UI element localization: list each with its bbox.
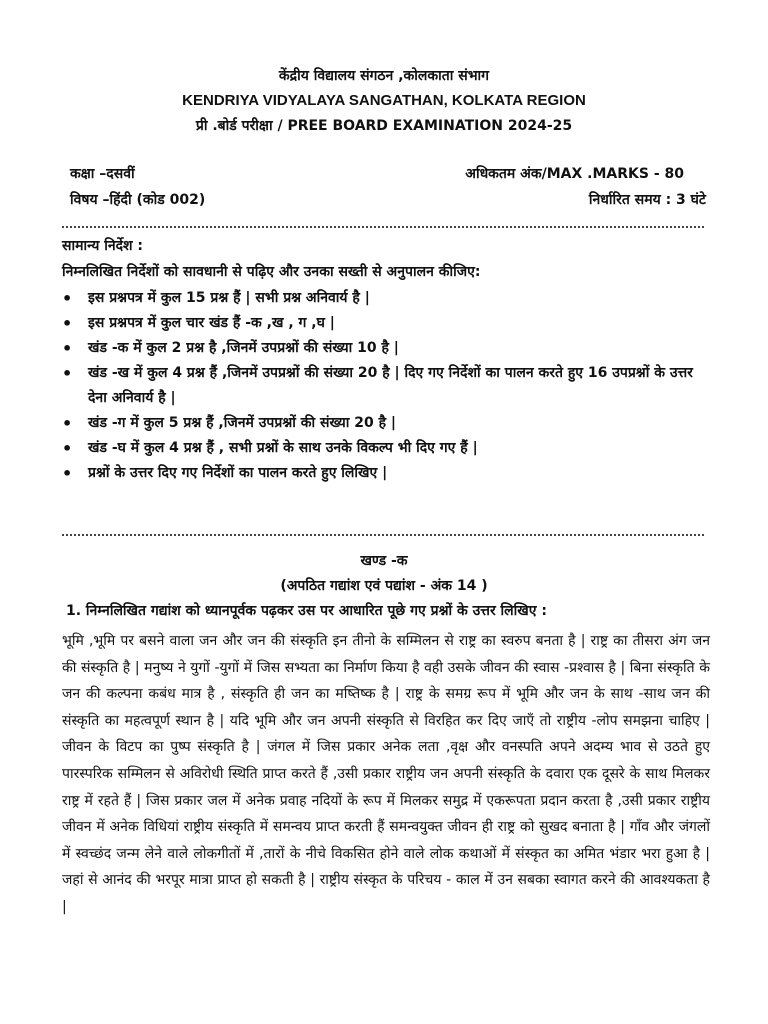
passage-text: भूमि ,भूमि पर बसने वाला जन और जन की संस्कृति इन तीनो के सम्मिलन से राष्ट्र का स्वरुप बनता है | राष्ट्र का तीसरा अंग जन की संस्कृति है | मनुष्य ने युगों -युगों में जिस सभ्यता का निर्माण किया है वही उसके जीवन की स्वास -प्रश्वास है | बिना संस्कृति के जन की कल्पना कबंध मात्र है , संस्कृति ही जन का मष्तिष्क है | राष्ट्र के समग्र रूप में भूमि और जन के साथ -साथ जन की संस्कृति का महत्वपूर्ण स्थान है | यदि भूमि और जन अपनी संस्कृति से विरहित कर दिए जाएँ तो राष्ट्रीय -लोप समझना चाहिए | जीवन के विटप का पुष्प संस्कृति है | जंगल में जिस प्रकार अनेक लता ,वृक्ष और वनस्पति अपने अदम्य भाव से उठते हुए पारस्परिक सम्मिलन से अविरोधी स्थिति प्राप्त करते हैं ,उसी प्रकार राष्ट्रीय जन अपनी संस्कृति के दवारा एक दूसरे के साथ मिलकर राष्ट्र में रहते हैं | जिस प्रकार जल में अनेक प्रवाह नदियों के रूप में मिलकर समुद्र में एकरूपता प्रदान करता है ,उसी प्रकार राष्ट्रीय जीवन में अनेक विधियां राष्ट्रीय संस्कृति में समन्वय प्राप्त करती हैं समन्वयुक्त जीवन ही राष्ट्र को सुखद बनाता है | गाँव और जंगलों में स्वच्छंद जन्म लेने वाले लोकगीतों में ,तारों के नीचे विकसित होने वाले लोक कथाओं में संस्कृत का अमित भंडार भरा हुआ है | जहां से आनंद की भरपूर मात्रा प्राप्त हो सकती है | राष्ट्रीय संस्कृत के परिचय - काल में उन सबका स्वागत करने की आवश्यकता है |: [62, 633, 710, 915]
instruction-item: • प्रश्नों के उत्तर दिए गए निर्देशों का पालन करते हुए लिखिए |: [62, 461, 712, 486]
org-title-english: KENDRIYA VIDYALAYA SANGATHAN, KOLKATA REGION: [182, 92, 586, 109]
instruction-item: • इस प्रश्नपत्र में कुल चार खंड हैं -क ,ख , ग ,घ |: [62, 311, 712, 336]
instruction-item: • खंड -क में कुल 2 प्रश्न है ,जिनमें उपप्रश्नों की संख्या 10 है |: [62, 336, 712, 361]
org-title-hindi: केंद्रीय विद्यालय संगठन ,कोलकाता संभाग: [278, 68, 490, 84]
instruction-item: • खंड -घ में कुल 4 प्रश्न हैं , सभी प्रश्नों के साथ उनके विकल्प भी दिए गए हैं |: [62, 436, 712, 461]
time-label: निर्धारित समय : 3 घंटे: [588, 192, 706, 208]
subject-label: विषय –हिंदी (कोड 002): [70, 192, 206, 208]
instructions-lead: निम्नलिखित निर्देशों को सावधानी से पढ़िए और उनका सख्ती से अनुपालन कीजिए:: [62, 264, 481, 280]
question-1: 1. निम्नलिखित गद्यांश को ध्यानपूर्वक पढ़कर उस पर आधारित पूछे गए प्रश्नों के उत्तर लिखिए :: [66, 603, 547, 619]
class-label: कक्षा –दसवीं: [70, 166, 135, 182]
instructions-list: [62, 286, 712, 486]
max-marks-label: अधिकतम अंक/MAX .MARKS - 80: [465, 166, 684, 182]
dotted-divider: [62, 226, 704, 228]
instructions-heading: सामान्य निर्देश :: [62, 238, 144, 254]
instruction-item: • खंड -ख में कुल 4 प्रश्न हैं ,जिनमें उपप्रश्नों की संख्या 20 है | दिए गए निर्देशों का पालन करते हुए 16 उपप्रश्नों के उत्तर देना अनिवार्य है |: [62, 361, 712, 411]
section-title: खण्ड -क: [360, 553, 408, 569]
dotted-divider: [62, 534, 704, 536]
instruction-item: • खंड -ग में कुल 5 प्रश्न हैं ,जिनमें उपप्रश्नों की संख्या 20 है |: [62, 411, 712, 436]
section-subtitle: (अपठित गद्यांश एवं पद्यांश - अंक 14 ): [280, 578, 488, 594]
instruction-item: • इस प्रश्नपत्र में कुल 15 प्रश्न हैं | सभी प्रश्न अनिवार्य है |: [62, 286, 712, 311]
exam-title: प्री .बोर्ड परीक्षा / PREE BOARD EXAMINATION 2024-25: [195, 118, 573, 134]
